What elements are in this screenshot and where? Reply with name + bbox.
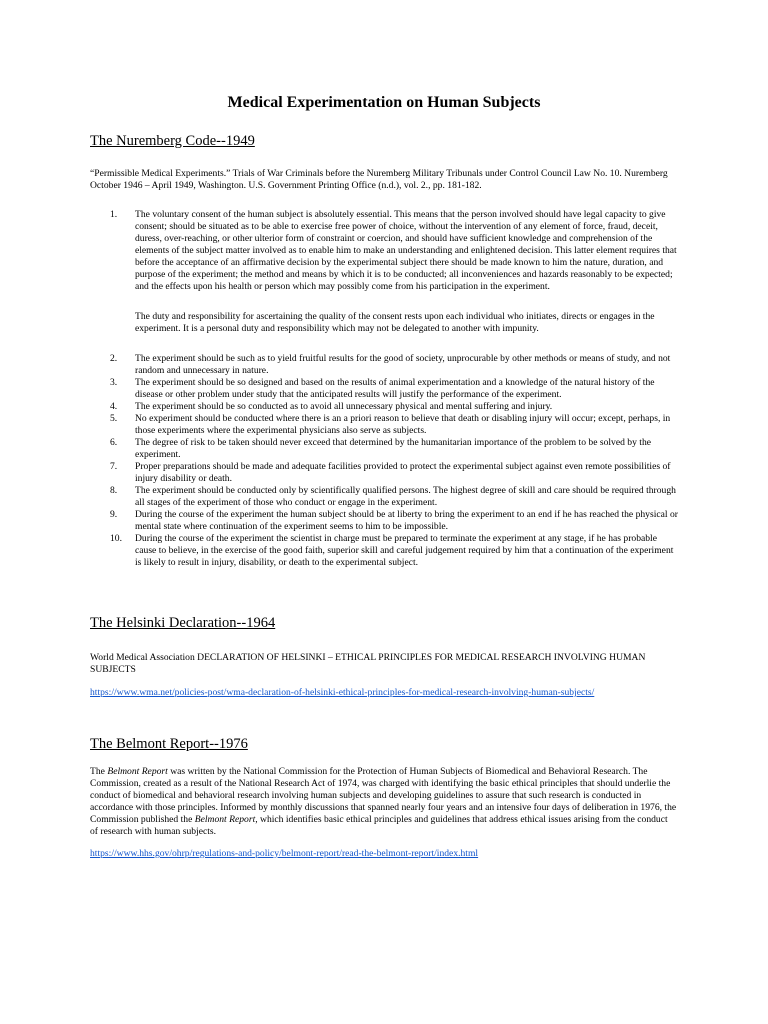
helsinki-heading: The Helsinki Declaration--1964: [90, 615, 276, 631]
helsinki-link-paragraph: [90, 687, 678, 699]
list-number: 6.: [110, 437, 118, 448]
list-text: The voluntary consent of the human subject is absolutely essential. This means that the person involved should have legal capacity to give consent; should be situated as to be able to exercise free power of choice, without the intervention of any element of force, fraud, deceit, duress, over-reaching, or other ulterior form of constraint or coercion, and should have sufficient knowledge and comprehension of the elements of the subject matter involved as to enable him to make an understanding and enlightened decision. This latter element requires that before the acceptance of an affirmative decision by the experimental subject there should be made known to him the nature, duration, and purpose of the experiment; the method and means by which it is to be conducted; all inconveniences and hazards reasonably to be expected; and the effects upon his health or person which may possibly come from his participation in the experiment.: [135, 209, 677, 292]
list-number: 3.: [110, 377, 118, 388]
belmont-paragraph: [90, 766, 678, 838]
helsinki-citation: World Medical Association DECLARATION OF HELSINKI – ETHICAL PRINCIPLES FOR MEDICAL RESEARCH INVOLVING HUMAN SUBJECTS: [90, 652, 646, 675]
list-item: [90, 401, 678, 413]
list-text: During the course of the experiment the scientist in charge must be prepared to terminate the experiment at any stage, if he has probable cause to believe, in the exercise of the good faith, superior skill and careful judgement required by him that a continuation of the experiment is likely to result in injury, disability, or death to the experimental subject.: [135, 533, 674, 568]
document-title: Medical Experimentation on Human Subjects: [227, 94, 541, 111]
list-number: 4.: [110, 401, 118, 412]
item1-extra-paragraph: The duty and responsibility for ascertaining the quality of the consent rests upon each individual who initiates, directs or engages in the experiment. It is a personal duty and responsibility which may not be delegated to another with impunity.: [135, 311, 655, 334]
belmont-heading: The Belmont Report--1976: [90, 736, 248, 752]
list-number: 7.: [110, 461, 118, 472]
list-item: [90, 209, 678, 293]
list-text: No experiment should be conducted where there is an a priori reason to believe that death or disabling injury will occur; except, perhaps, in those experiments where the experimental physicians also serve as subjects.: [135, 413, 671, 436]
helsinki-link[interactable]: https://www.wma.net/policies-post/wma-declaration-of-helsinki-ethical-principles-for-medical-research-involving-human-subjects/: [90, 687, 595, 698]
list-number: 10.: [110, 533, 122, 544]
list-text: Proper preparations should be made and adequate facilities provided to protect the experimental subject against even remote possibilities of injury disability or death.: [135, 461, 671, 484]
belmont-text-middle: was written by the National Commission for the Protection of Human Subjects of Biomedical and Behavioral Research. The Commission, created as a result of the National Research Act of 1974, was charged with identifying the basic ethical principles that should underlie the conduct of biomedical and behavioral research involving human subjects and developing guidelines to assure that such research is conducted in accordance with those principles. Informed by monthly discussions that spanned nearly four years and an intensive four days of deliberation in 1976, the Commission published the: [90, 766, 677, 825]
list-item: [90, 413, 678, 437]
nuremberg-list: [90, 209, 678, 569]
list-item: [90, 353, 678, 377]
list-item: [90, 437, 678, 461]
list-text: The degree of risk to be taken should never exceed that determined by the humanitarian importance of the problem to be solved by the experiment.: [135, 437, 652, 460]
belmont-report-title: Belmont Report: [107, 766, 168, 777]
belmont-link[interactable]: https://www.hhs.gov/ohrp/regulations-and-policy/belmont-report/read-the-belmont-report/index.html: [90, 848, 479, 859]
list-number: 5.: [110, 413, 118, 424]
list-text: The experiment should be so designed and based on the results of animal experimentation and a knowledge of the natural history of the disease or other problem under study that the anticipated results will justify the performance of the experiment.: [135, 377, 655, 400]
list-text: The experiment should be so conducted as to avoid all unnecessary physical and mental suffering and injury.: [135, 401, 553, 412]
list-item: [90, 461, 678, 485]
list-item: [90, 377, 678, 401]
list-item: [90, 533, 678, 569]
belmont-link-paragraph: [90, 848, 678, 860]
list-item: [90, 509, 678, 533]
list-text: The experiment should be conducted only by scientifically qualified persons. The highest degree of skill and care should be required through all stages of the experiment of those who conduct or engage in the experiment.: [135, 485, 676, 508]
list-number: 2.: [110, 353, 118, 364]
nuremberg-heading: The Nuremberg Code--1949: [90, 133, 255, 149]
list-number: 1.: [110, 209, 118, 220]
belmont-report-title-2: Belmont Report: [194, 814, 256, 825]
list-text: During the course of the experiment the human subject should be at liberty to bring the experiment to an end if he has reached the physical or mental state where continuation of the experiment seems to him to be impossible.: [135, 509, 678, 532]
nuremberg-citation: “Permissible Medical Experiments.” Trials of War Criminals before the Nuremberg Military Tribunals under Control Council Law No. 10. Nuremberg October 1946 – April 1949, Washington. U.S. Government Printing Office (n.d.), vol. 2., pp. 181-182.: [90, 168, 668, 191]
belmont-text-prefix: The: [90, 766, 108, 777]
list-number: 8.: [110, 485, 118, 496]
belmont-text-suffix: , which identifies basic ethical principles and guidelines that address ethical issues arising from the conduct of research with human subjects.: [90, 814, 668, 837]
list-text: The experiment should be such as to yield fruitful results for the good of society, unprocurable by other methods or means of study, and not random and unnecessary in nature.: [135, 353, 671, 376]
list-number: 9.: [110, 509, 118, 520]
list-item: [90, 485, 678, 509]
